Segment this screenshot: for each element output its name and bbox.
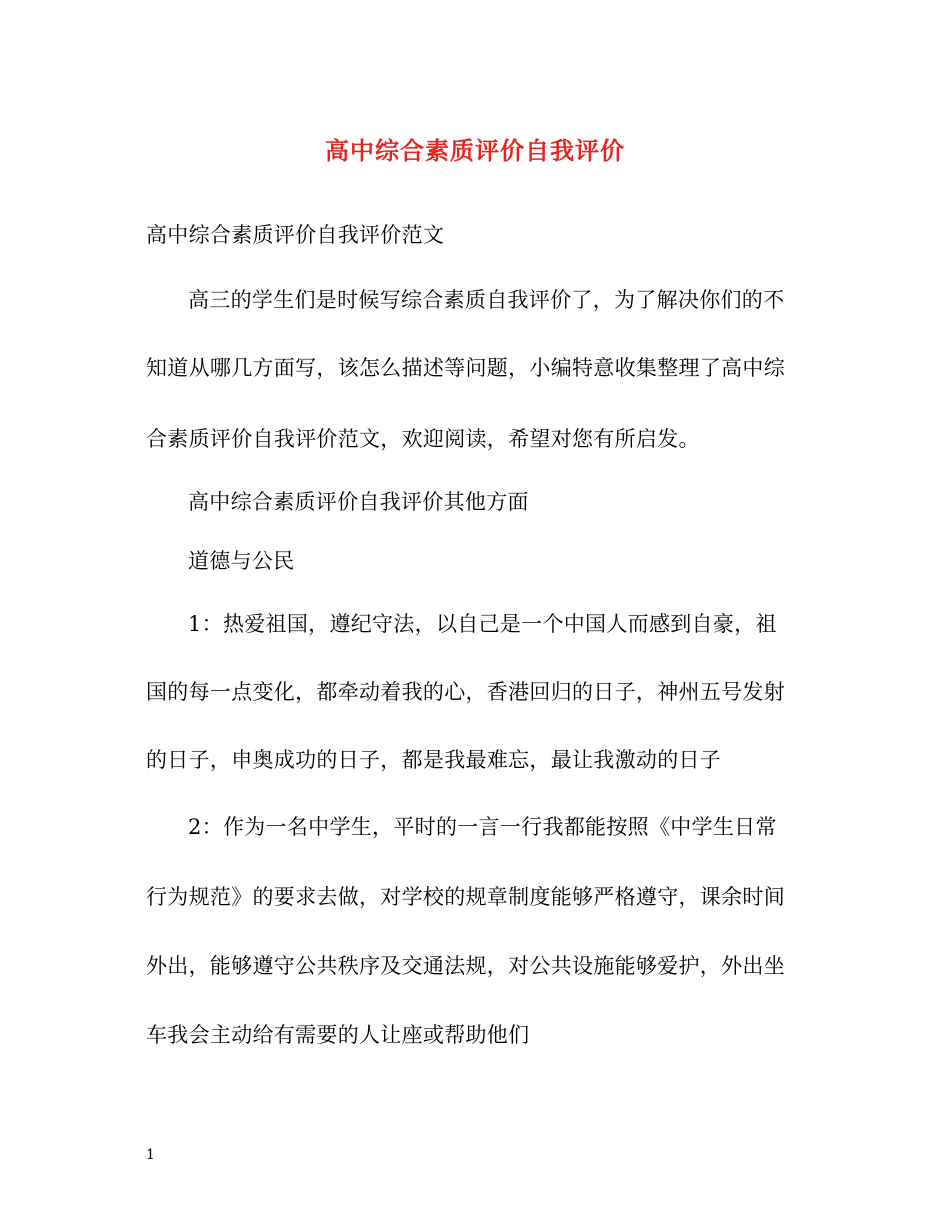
paragraph-line: 行为规范》的要求去做，对学校的规章制度能够严格遵守，课余时间	[146, 885, 785, 909]
document-title: 高中综合素质评价自我评价	[325, 136, 625, 165]
paragraph-line: 合素质评价自我评价范文，欢迎阅读，希望对您有所启发。	[146, 427, 700, 451]
paragraph-line: 2：作为一名中学生，平时的一言一行我都能按照《中学生日常	[188, 815, 777, 839]
paragraph-line: 外出，能够遵守公共秩序及交通法规，对公共设施能够爱护，外出坐	[146, 954, 785, 978]
paragraph-line: 知道从哪几方面写，该怎么描述等问题，小编特意收集整理了高中综	[146, 356, 785, 380]
section-heading: 高中综合素质评价自我评价其他方面	[188, 490, 529, 514]
section-heading: 道德与公民	[188, 549, 295, 573]
paragraph-line: 1：热爱祖国，遵纪守法，以自己是一个中国人而感到自豪，祖	[188, 612, 777, 636]
page-number: 1	[146, 1147, 155, 1163]
paragraph-line: 的日子，申奥成功的日子，都是我最难忘，最让我激动的日子	[146, 748, 722, 772]
paragraph-line: 国的每一点变化，都牵动着我的心，香港回归的日子，神州五号发射	[146, 680, 785, 704]
document-subtitle: 高中综合素质评价自我评价范文	[146, 223, 445, 247]
paragraph-line: 车我会主动给有需要的人让座或帮助他们	[146, 1023, 530, 1047]
paragraph-line: 高三的学生们是时候写综合素质自我评价了，为了解决你们的不	[188, 288, 785, 312]
